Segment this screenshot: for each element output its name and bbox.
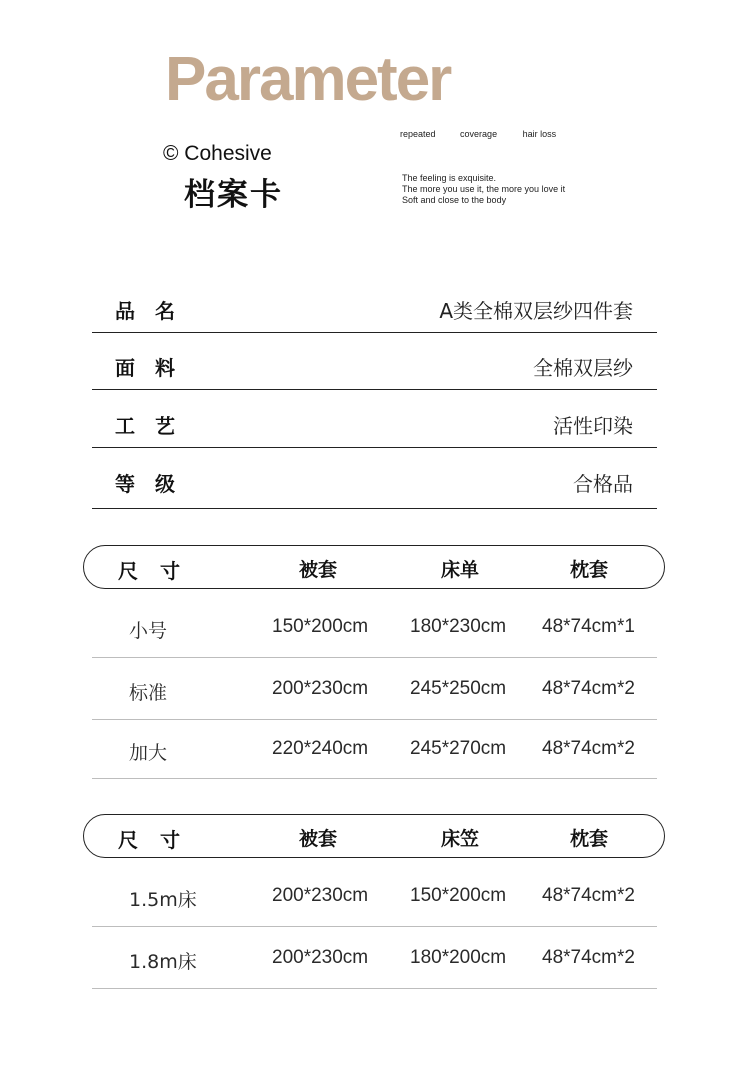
cell-pillowcase: 48*74cm*2	[542, 678, 635, 699]
cell-pillowcase: 48*74cm*2	[542, 947, 635, 968]
info-label: 面 料	[115, 356, 175, 380]
header-col: 枕套	[569, 559, 609, 581]
header-col: 床笠	[440, 828, 480, 850]
cell-duvet: 150*200cm	[272, 616, 369, 637]
info-row-grade	[92, 449, 657, 509]
tagline-line: The feeling is exquisite.	[402, 173, 497, 183]
cell-duvet: 200*230cm	[272, 885, 369, 906]
cell-fitted-sheet: 150*200cm	[410, 885, 507, 906]
header-col: 被套	[298, 559, 338, 581]
tagline-line: The more you use it, the more you love it	[402, 184, 566, 194]
cell-pillowcase: 48*74cm*2	[542, 885, 635, 906]
card-title: 档案卡	[184, 177, 283, 213]
cell-duvet: 220*240cm	[272, 738, 369, 759]
table-row	[92, 658, 657, 720]
info-row-craft	[92, 390, 657, 448]
row-label: 标准	[129, 682, 168, 704]
info-value: 活性印染	[553, 414, 633, 438]
row-label: 1.5m床	[129, 889, 197, 911]
tag-item: coverage	[460, 129, 498, 139]
cell-duvet: 200*230cm	[272, 678, 369, 699]
info-label: 品 名	[115, 299, 175, 323]
info-value: 全棉双层纱	[533, 356, 633, 380]
tag-item: repeated	[400, 129, 436, 139]
info-value: 合格品	[573, 472, 633, 496]
cell-pillowcase: 48*74cm*1	[542, 616, 635, 637]
cell-sheet: 245*270cm	[410, 738, 507, 759]
tag-list	[400, 129, 575, 139]
cell-pillowcase: 48*74cm*2	[542, 738, 635, 759]
row-label: 1.8m床	[129, 951, 197, 973]
page-title: Parameter	[165, 45, 451, 114]
header-col: 床单	[440, 559, 480, 581]
tag-item: hair loss	[522, 129, 557, 139]
table-row	[92, 720, 657, 779]
tagline-line: Soft and close to the body	[402, 195, 507, 205]
cell-sheet: 245*250cm	[410, 678, 507, 699]
info-label: 工 艺	[115, 414, 175, 438]
info-row-fabric	[92, 333, 657, 390]
size-table-header	[83, 545, 665, 589]
info-label: 等 级	[115, 472, 175, 496]
cell-sheet: 180*230cm	[410, 616, 507, 637]
header-col: 枕套	[569, 828, 609, 850]
tagline	[402, 173, 565, 206]
cell-duvet: 200*230cm	[272, 947, 369, 968]
header-size-label: 尺 寸	[118, 559, 180, 583]
table-row	[92, 596, 657, 658]
row-label: 小号	[129, 620, 168, 642]
brand-name: © Cohesive	[163, 142, 272, 165]
header-size-label: 尺 寸	[118, 828, 180, 852]
info-row-product-name	[92, 276, 657, 333]
size-table-header	[83, 814, 665, 858]
table-row	[92, 865, 657, 927]
cell-fitted-sheet: 180*200cm	[410, 947, 507, 968]
header-col: 被套	[298, 828, 338, 850]
info-value: A类全棉双层纱四件套	[439, 299, 633, 323]
table-row	[92, 927, 657, 989]
row-label: 加大	[129, 742, 168, 764]
